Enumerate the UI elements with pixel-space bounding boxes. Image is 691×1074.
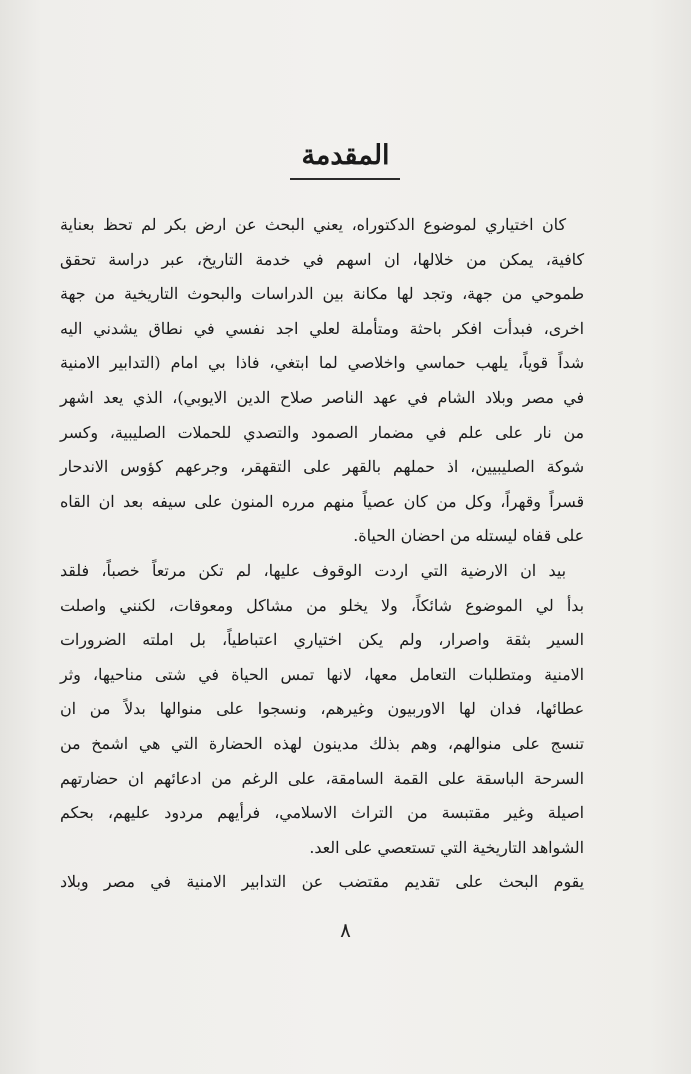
text-line: شوكة الصليبيين، اذ حملهم بالقهر على التقهقر، وجرعهم كؤوس الاندحار: [60, 457, 584, 477]
text-line: بدأ لي الموضوع شائكاً، ولا يخلو من مشاكل ومعوقات، لكنني واصلت: [60, 595, 584, 615]
text-line: الامنية ومتطلبات التعامل معها، لانها تمس الحياة في شتى مناحيها، وثر: [60, 664, 584, 684]
page-number: ٨: [340, 918, 351, 942]
text-line: اخرى، فبدأت افكر باحثة ومتأملة لعلي اجد نفسي في نطاق يشدني اليه: [60, 318, 584, 338]
text-line: بيد ان الارضية التي اردت الوقوف عليها، لم تكن مرتعاً خصباً، فلقد: [60, 560, 566, 580]
text-line: السير بثقة واصرار، ولم يكن اختياري اعتباطياً، بل املته الضرورات: [60, 630, 584, 650]
text-line: السرحة الباسقة على القمة السامقة، على الرغم من ادعائهم ان حضارتهم: [60, 768, 584, 788]
text-line: طموحي من جهة، وتجد لها مكانة بين الدراسات والبحوث التاريخية من جهة: [60, 284, 584, 304]
text-line: كافية، يمكن من خلالها، ان اسهم في خدمة التاريخ، عبر دراسة تحقق: [60, 249, 584, 269]
text-line: قسراً وقهراً، وكل من كان عصياً منهم مرره المنون على سيفه بعد ان القاه: [60, 491, 584, 511]
text-line: شداً قوياً، يلهب حماسي واخلاصي لما ابتغي، فاذا بي امام (التدابير الامنية: [60, 353, 584, 373]
text-line: في مصر وبلاد الشام في عهد الناصر صلاح الدين الايوبي)، الذي يعد اشهر: [60, 387, 584, 407]
text-line: الشواهد التاريخية التي تستعصي على العد.: [309, 837, 584, 857]
text-line: على قفاه ليستله من احضان الحياة.: [353, 526, 584, 546]
text-line: من نار على علم في مضمار الصمود والتصدي للحملات الصليبية، وكسر: [60, 422, 584, 442]
text-line: عطائها، فدان لها الاوربيون وغيرهم، ونسجوا على منوالها بدلاً من ان: [60, 699, 584, 719]
title-underline: [290, 178, 400, 180]
text-line: تنسج على منوالهم، وهم بذلك مدينون لهذه الحضارة التي هي اشمخ من: [60, 733, 584, 753]
body-text: [60, 208, 584, 900]
text-line: اصيلة وغير مقتبسة من التراث الاسلامي، فرأيهم مردود عليهم، بحكم: [60, 803, 584, 823]
text-line: يقوم البحث على تقديم مقتضب عن التدابير الامنية في مصر وبلاد: [60, 872, 584, 892]
text-line: كان اختياري لموضوع الدكتوراه، يعني البحث عن ارض بكر لم تحظ بعناية: [60, 215, 566, 234]
page-title: المقدمة: [301, 140, 390, 171]
